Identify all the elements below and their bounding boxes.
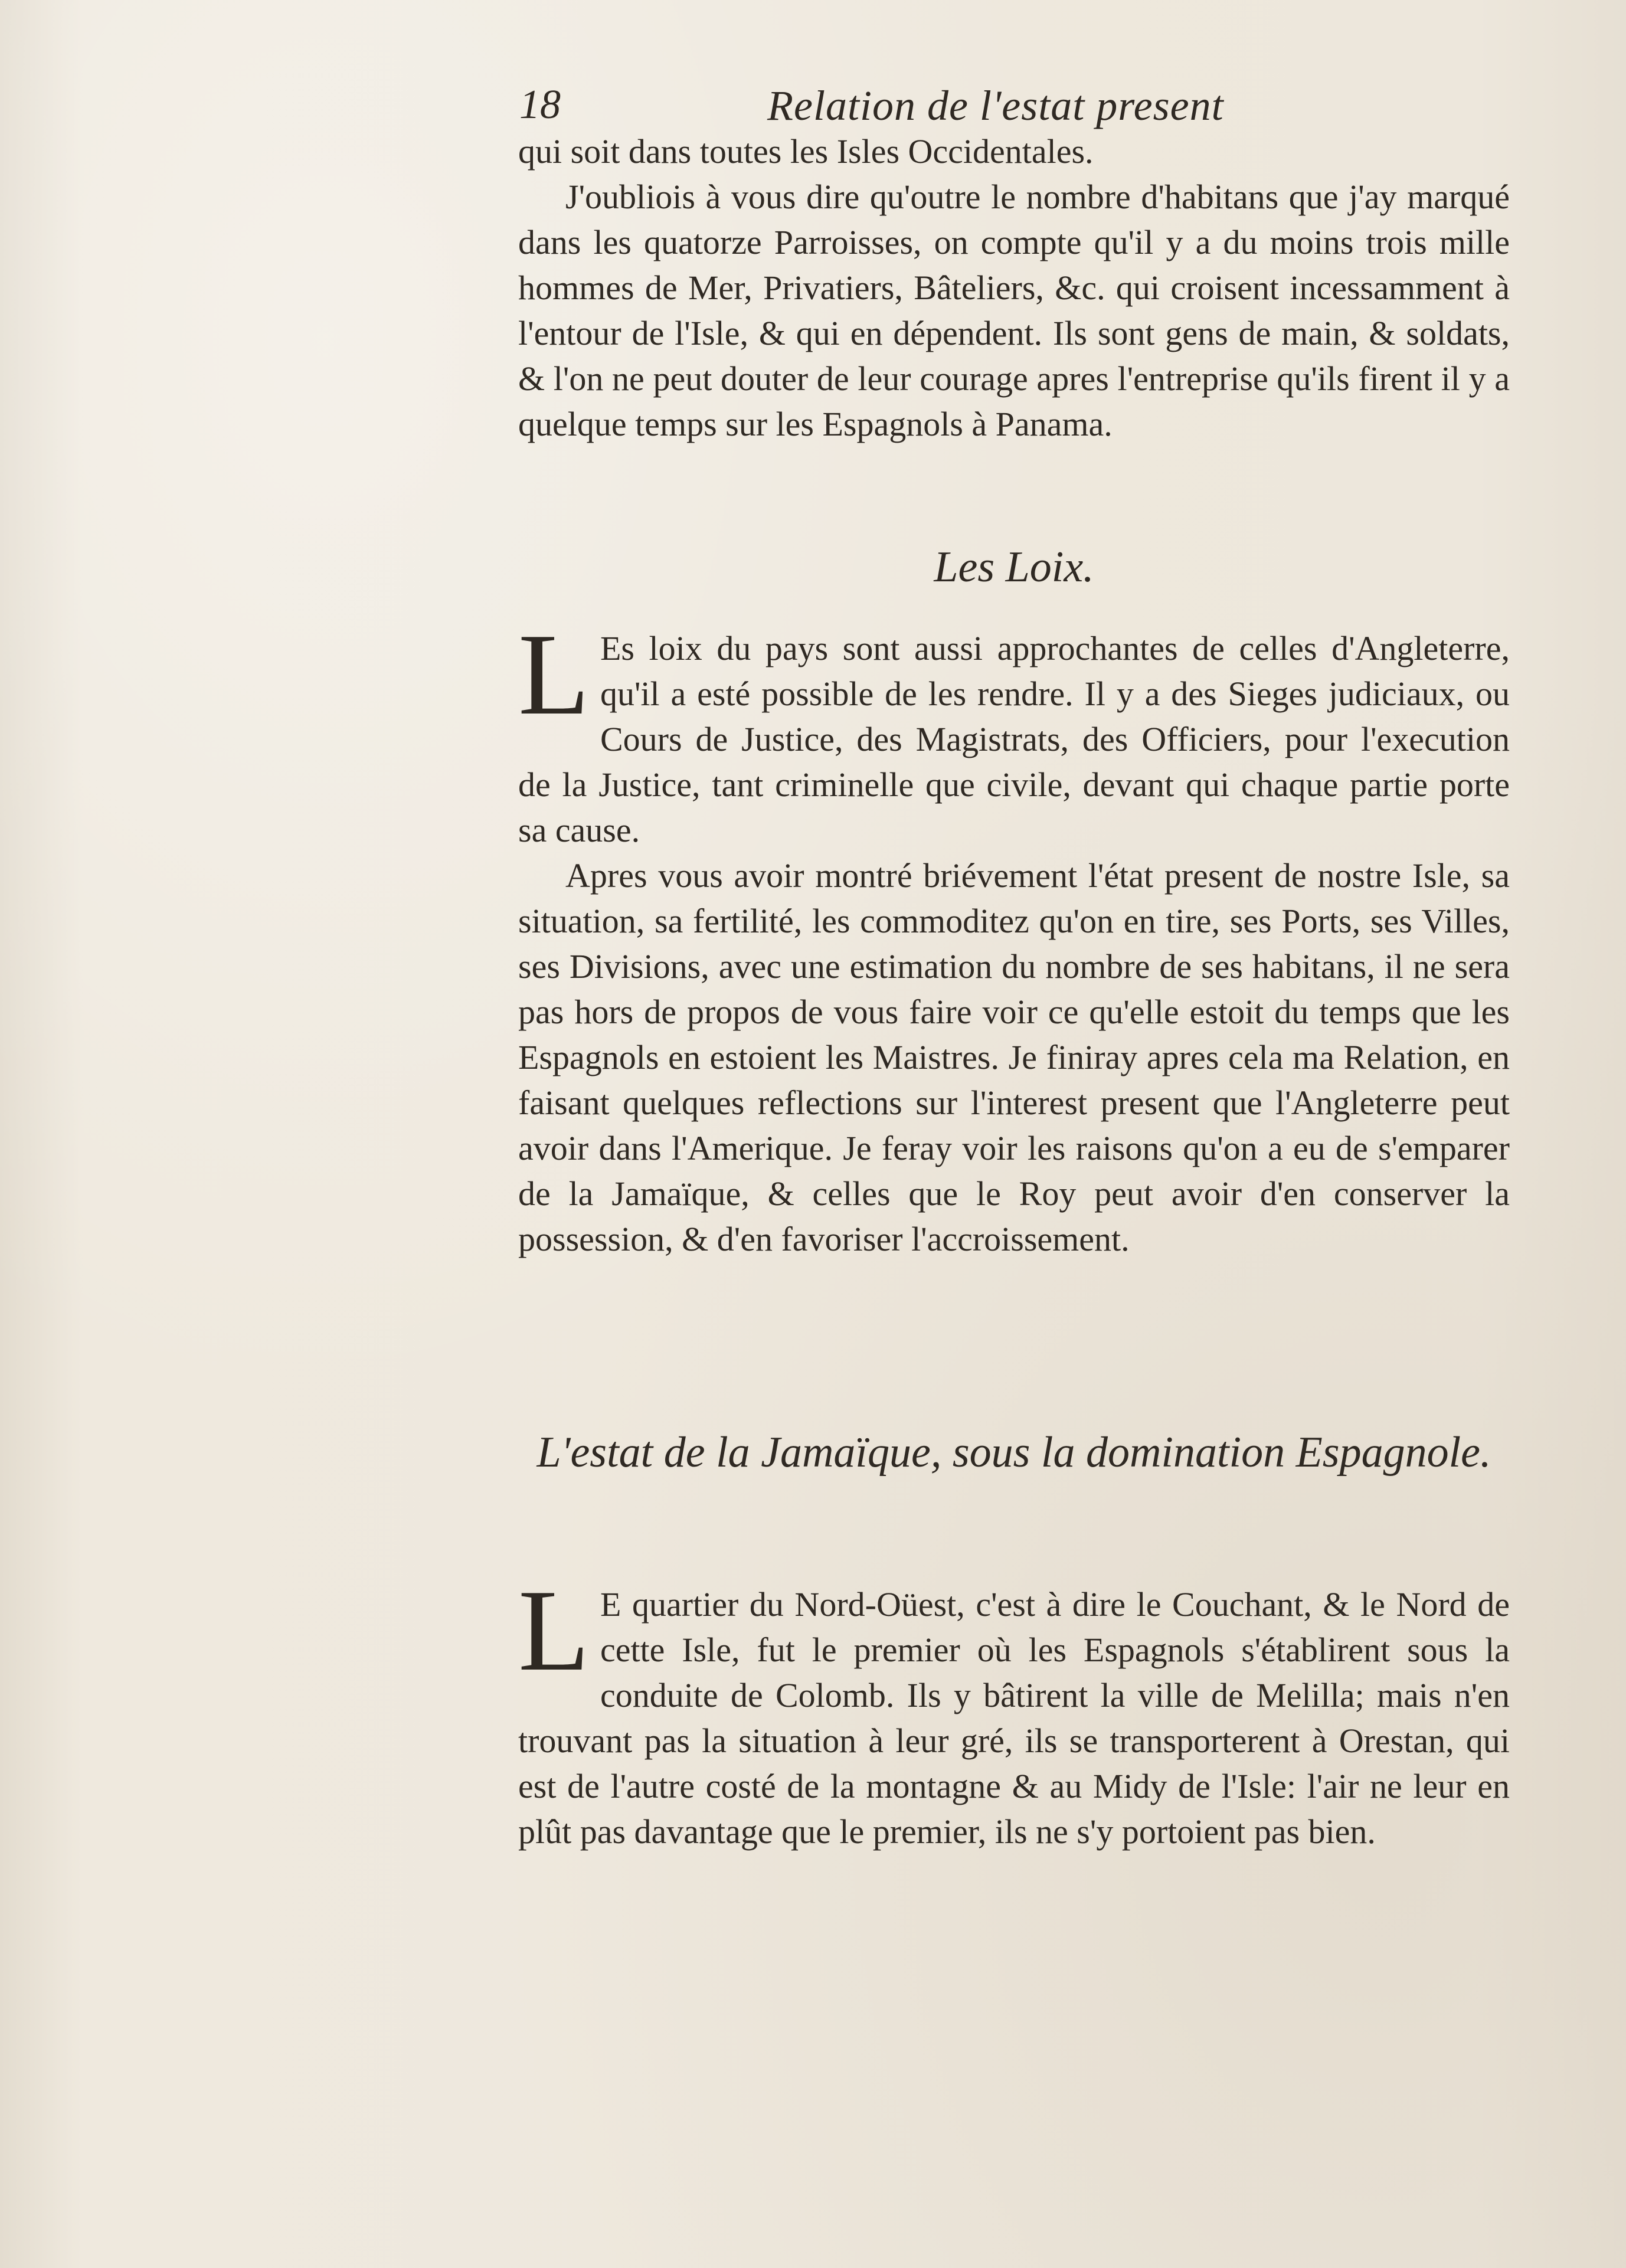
paragraph: qui soit dans toutes les Isles Occidentales. [518,132,1094,171]
paragraph: Apres vous avoir montré briévement l'état present de nostre Isle, sa situation, sa fertilité, les commoditez qu'on en tire, ses Ports, ses Villes, ses Divisions, avec une estimation du nombre de ses habitans, il ne sera pas hors de propos de vous faire voir ce qu'elle estoit du temps que les Espagnols en estoient les Maistres. Je finiray apres cela ma Relation, en faisant quelques reflections sur l'interest present que l'Angleterre peut avoir dans l'Amerique. Je feray voir les raisons qu'on a eu de s'emparer de la Jamaïque, & celles que le Roy peut avoir d'en conserver la possession, & d'en favoriser l'accroissement. [518,856,1510,1258]
text-block-1 [518,129,1510,447]
running-title: Relation de l'estat present [767,82,1224,129]
text-block-2 [518,610,1510,1262]
page-number: 18 [519,82,561,127]
text-block-3 [518,1566,1510,1854]
paragraph [518,1566,1510,1854]
drop-cap: L [518,610,590,739]
paragraph-text: Es loix du pays sont aussi approchantes de celles d'Angleterre, qu'il a esté possible de les rendre. Il y a des Sieges judiciaux, ou Cours de Justice, des Magistrats, des Officiers, pour l'execution de la Justice, tant criminelle que civile, devant qui chaque partie porte sa cause. [518,629,1510,849]
section-title-les-loix: Les Loix. [934,543,1094,591]
paragraph: J'oubliois à vous dire qu'outre le nombre d'habitans que j'ay marqué dans les quatorze Parroisses, on compte qu'il y a du moins trois mille hommes de Mer, Privatiers, Bâteliers, &c. qui croisent incessamment à l'entour de l'Isle, & qui en dépendent. Ils sont gens de main, & soldats, & l'on ne peut douter de leur courage apres l'entreprise qu'ils firent il y a quelque temps sur les Espagnols à Panama. [518,178,1510,443]
section-title-estat-jamaique: L'estat de la Jamaïque, sous la domination Espagnole. [536,1428,1491,1477]
paragraph-text: E quartier du Nord-Oüest, c'est à dire le Couchant, & le Nord de cette Isle, fut le premier où les Espagnols s'établirent sous la conduite de Colomb. Ils y bâtirent la ville de Melilla; mais n'en trouvant pas la situation à leur gré, ils se transporterent à Orestan, qui est de l'autre costé de la montagne & au Midy de l'Isle: l'air ne leur en plût pas davantage que le premier, ils ne s'y portoient pas bien. [518,1585,1510,1851]
paragraph [518,610,1510,853]
drop-cap: L [518,1566,590,1695]
page-header [519,71,1269,130]
